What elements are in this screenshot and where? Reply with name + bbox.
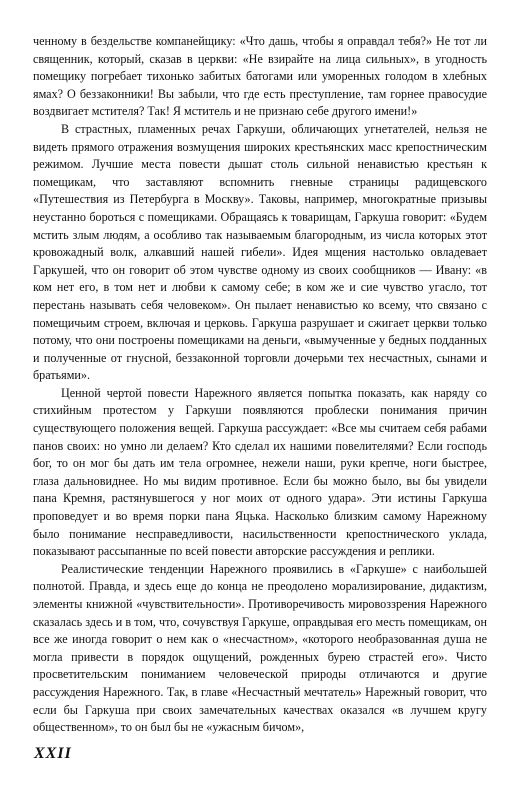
body-text [33, 33, 487, 737]
paragraph-3: Ценной чертой повести Нарежного является попытка показать, как наряду со стихийным протестом у Гаркуши появляются проблески понимания причин существующего положения вещей. Гаркуша рассуждает: «Все мы считаем себя рабами панов своих: но умно ли делаем? Кто сделал их нашими повелителями? Если господь бог, то он мог бы дать им тела огромнее, нежели наши, руки крепче, ноги быстрее, глаза дальновиднее. Но мы видим противное. Если бы можно было, вы бы увидели пана Кремня, растянувшегося у ног моих от одного удара». Эти истины Гаркуша проповедует и во время порки пана Яцька. Насколько близким самому Нарежному было понимание несправедливости, насильственности крепостнического уклада, показывают рассыпанные по всей повести авторские рассуждения и реплики. [33, 385, 487, 559]
paragraph-2: В страстных, пламенных речах Гаркуши, обличающих угнетателей, нельзя не видеть прямого отражения возмущения широких крестьянских масс крепостническим режимом. Лучшие места повести дышат столь сильной ненавистью крестьян к помещикам, что заставляют вспомнить гневные страницы радищевского «Путешествия из Петербурга в Москву». Таковы, например, многократные призывы неустанно бороться с помещиками. Обращаясь к товарищам, Гаркуша говорит: «Будем мстить злым людям, а особливо так называемым благородным, из числа которых этот кровожадный волк, алкавший нашей гибели». Идея мщения настолько овладевает Гаркушей, что он говорит об этом чувстве одному из своих сообщников — Ивану: «в ком нет его, в том нет и любви к самому себе; в ком же и сие чувство угасло, тот перестань называть себя человеком». Он пылает ненавистью ко всему, что связано с помещичьим строем, включая и церковь. Гаркуша разрушает и сжигает церкви только потому, что они построены помещиками на деньги, «вымученные у бедных подданных и полученные от гнусной, беззаконной торговли дочерьми тех несчастных, сынами и братьями». [33, 121, 487, 383]
paragraph-4: Реалистические тенденции Нарежного проявились в «Гаркуше» с наибольшей полнотой. Правда, и здесь еще до конца не преодолено морализирование, дидактизм, элементы книжной «чувствительности». Противоречивость мировоззрения Нарежного сказалась здесь и в том, что, сочувствуя Гаркуше, оправдывая его месть помещикам, он все же иногда говорит о нем как о «несчастном», «которого необразованная душа не могла привести в порядок ощущений, рожденных бурею страстей его». Чисто просветительским пониманием человеческой природы отличаются и другие рассуждения Нарежного. Так, в главе «Несчастный мечтатель» Нарежный говорит, что если бы Гаркуша при своих замечательных качествах оказался «в лучшем кругу общественном», то он был бы не «ужасным бичом», [33, 561, 487, 735]
page-number: XXII [34, 745, 72, 762]
paragraph-1: ченному в бездельстве компанейщику: «Что дашь, чтобы я оправдал тебя?» Не тот ли священник, который, сказав в церкви: «Не взирайте на лица сильных», в угодность помещику погребает тихонько забитых батогами или уморенных голодом в хлебных ямах? О беззаконники! Вы забыли, что где есть преступление, там горнее правосудие воздвигает мстителя? Так! Я мститель и не признаю себе другого имени!» [33, 34, 487, 119]
